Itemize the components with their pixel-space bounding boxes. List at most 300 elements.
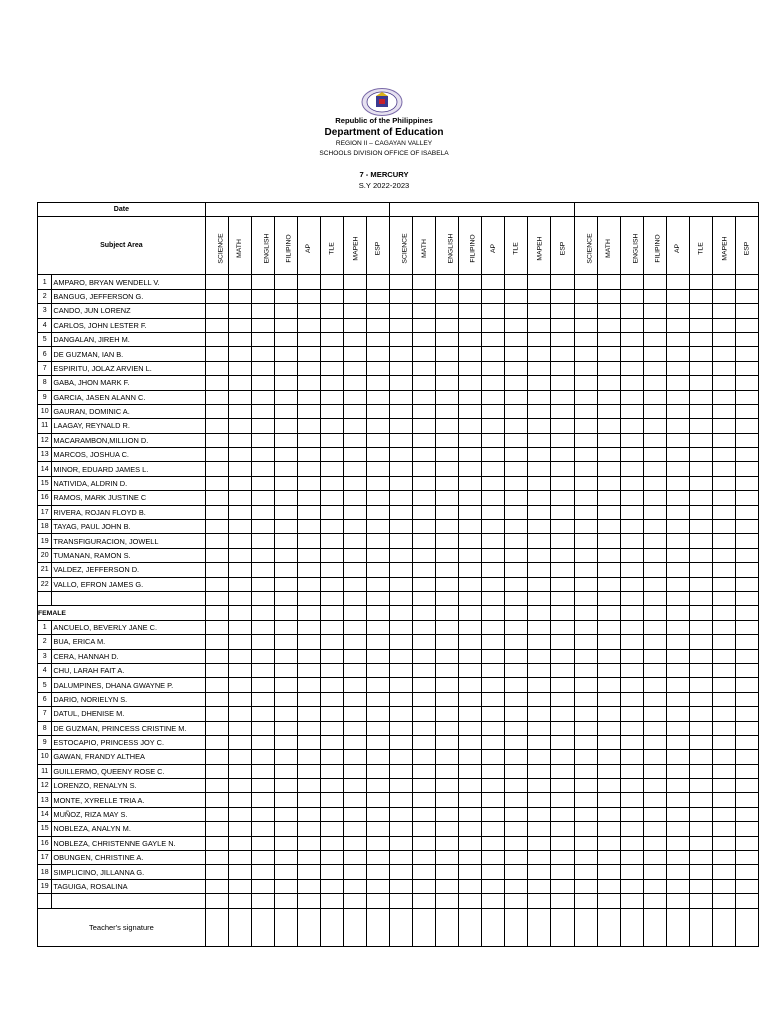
mark-cell (689, 563, 712, 577)
mark-cell (228, 707, 251, 721)
mark-cell (620, 390, 643, 404)
mark-cell (321, 692, 344, 706)
mark-cell (390, 304, 413, 318)
mark-cell (251, 376, 274, 390)
mark-cell (297, 635, 320, 649)
mark-cell (297, 764, 320, 778)
mark-cell (643, 275, 666, 289)
teacher-signature-label: Teacher's signature (38, 908, 206, 946)
mark-cell (459, 735, 482, 749)
mark-cell (620, 332, 643, 346)
mark-cell (620, 304, 643, 318)
mark-cell (344, 894, 367, 908)
mark-cell (274, 476, 297, 490)
subject-header (297, 217, 320, 275)
subject-header (620, 217, 643, 275)
mark-cell (643, 606, 666, 620)
mark-cell (274, 332, 297, 346)
mark-cell (620, 476, 643, 490)
mark-cell (321, 376, 344, 390)
mark-cell (666, 433, 689, 447)
mark-cell (344, 376, 367, 390)
mark-cell (597, 750, 620, 764)
mark-cell (505, 491, 528, 505)
mark-cell (666, 678, 689, 692)
mark-cell (620, 563, 643, 577)
mark-cell (205, 894, 228, 908)
mark-cell (205, 548, 228, 562)
mark-cell (321, 750, 344, 764)
mark-cell (551, 750, 574, 764)
mark-cell (712, 390, 735, 404)
mark-cell (228, 520, 251, 534)
mark-cell (321, 807, 344, 821)
subject-header (321, 217, 344, 275)
mark-cell (367, 361, 390, 375)
region-name: REGION II – CAGAYAN VALLEY (335, 140, 433, 147)
student-number: 18 (38, 520, 52, 534)
mark-cell (413, 865, 436, 879)
mark-cell (297, 376, 320, 390)
mark-cell (666, 505, 689, 519)
mark-cell (367, 635, 390, 649)
mark-cell (620, 692, 643, 706)
mark-cell (597, 376, 620, 390)
mark-cell (459, 318, 482, 332)
mark-cell (413, 793, 436, 807)
mark-cell (297, 663, 320, 677)
mark-cell (597, 577, 620, 591)
student-name: GAWAN, FRANDY ALTHEA (52, 750, 205, 764)
subject-label: TLE (512, 242, 520, 255)
mark-cell (712, 707, 735, 721)
signature-cell (321, 908, 344, 946)
mark-cell (390, 548, 413, 562)
mark-cell (297, 476, 320, 490)
mark-cell (689, 663, 712, 677)
mark-cell (551, 606, 574, 620)
mark-cell (620, 433, 643, 447)
mark-cell (344, 390, 367, 404)
mark-cell (735, 275, 758, 289)
student-name: ESPIRITU, JOLAZ ARVIEN L. (52, 361, 205, 375)
student-name: TAYAG, PAUL JOHN B. (52, 520, 205, 534)
mark-cell (297, 721, 320, 735)
mark-cell (459, 865, 482, 879)
blank-cell (38, 591, 52, 605)
mark-cell (666, 649, 689, 663)
student-name: GAURAN, DOMINIC A. (52, 404, 205, 418)
mark-cell (228, 865, 251, 879)
mark-cell (689, 275, 712, 289)
student-row (38, 807, 759, 821)
mark-cell (228, 793, 251, 807)
mark-cell (251, 807, 274, 821)
mark-cell (597, 620, 620, 634)
mark-cell (551, 505, 574, 519)
mark-cell (459, 332, 482, 346)
mark-cell (528, 620, 551, 634)
mark-cell (689, 390, 712, 404)
mark-cell (643, 635, 666, 649)
student-name: DATUL, DHENISE M. (52, 707, 205, 721)
mark-cell (297, 807, 320, 821)
mark-cell (251, 563, 274, 577)
mark-cell (620, 779, 643, 793)
mark-cell (666, 663, 689, 677)
mark-cell (528, 577, 551, 591)
subject-label: MATH (236, 239, 244, 258)
mark-cell (297, 275, 320, 289)
mark-cell (505, 678, 528, 692)
mark-cell (666, 390, 689, 404)
mark-cell (735, 390, 758, 404)
mark-cell (643, 721, 666, 735)
mark-cell (712, 289, 735, 303)
mark-cell (528, 347, 551, 361)
subject-label: MATH (605, 239, 613, 258)
mark-cell (712, 750, 735, 764)
mark-cell (367, 735, 390, 749)
mark-cell (436, 505, 459, 519)
signature-cell (712, 908, 735, 946)
student-row (38, 433, 759, 447)
mark-cell (735, 692, 758, 706)
student-name: DALUMPINES, DHANA GWAYNE P. (52, 678, 205, 692)
mark-cell (574, 822, 597, 836)
mark-cell (620, 361, 643, 375)
mark-cell (574, 851, 597, 865)
mark-cell (228, 505, 251, 519)
mark-cell (482, 836, 505, 850)
subject-label: FILIPINO (654, 234, 662, 263)
mark-cell (228, 404, 251, 418)
mark-cell (436, 347, 459, 361)
student-number: 19 (38, 879, 52, 893)
mark-cell (321, 577, 344, 591)
mark-cell (551, 390, 574, 404)
mark-cell (459, 577, 482, 591)
mark-cell (551, 548, 574, 562)
signature-cell (574, 908, 597, 946)
mark-cell (735, 879, 758, 893)
mark-cell (551, 476, 574, 490)
mark-cell (459, 620, 482, 634)
mark-cell (551, 894, 574, 908)
mark-cell (528, 836, 551, 850)
mark-cell (413, 304, 436, 318)
mark-cell (551, 663, 574, 677)
mark-cell (436, 318, 459, 332)
mark-cell (390, 635, 413, 649)
mark-cell (344, 520, 367, 534)
mark-cell (574, 692, 597, 706)
mark-cell (528, 476, 551, 490)
mark-cell (367, 851, 390, 865)
mark-cell (321, 520, 344, 534)
mark-cell (297, 520, 320, 534)
student-number: 16 (38, 836, 52, 850)
mark-cell (528, 807, 551, 821)
mark-cell (643, 822, 666, 836)
mark-cell (597, 419, 620, 433)
mark-cell (735, 779, 758, 793)
mark-cell (620, 851, 643, 865)
mark-cell (297, 606, 320, 620)
student-name: BUA, ERICA M. (52, 635, 205, 649)
mark-cell (459, 663, 482, 677)
mark-cell (436, 764, 459, 778)
mark-cell (551, 361, 574, 375)
mark-cell (413, 879, 436, 893)
student-row (38, 735, 759, 749)
deped-seal-icon (361, 88, 403, 116)
mark-cell (251, 419, 274, 433)
student-row (38, 318, 759, 332)
mark-cell (620, 663, 643, 677)
mark-cell (551, 318, 574, 332)
mark-cell (505, 376, 528, 390)
mark-cell (551, 275, 574, 289)
mark-cell (321, 620, 344, 634)
mark-cell (551, 836, 574, 850)
mark-cell (205, 620, 228, 634)
mark-cell (574, 620, 597, 634)
student-row (38, 577, 759, 591)
mark-cell (482, 376, 505, 390)
mark-cell (413, 332, 436, 346)
mark-cell (666, 289, 689, 303)
mark-cell (205, 390, 228, 404)
mark-cell (228, 779, 251, 793)
mark-cell (597, 894, 620, 908)
mark-cell (620, 764, 643, 778)
mark-cell (666, 577, 689, 591)
mark-cell (413, 635, 436, 649)
mark-cell (482, 865, 505, 879)
mark-cell (413, 534, 436, 548)
mark-cell (735, 635, 758, 649)
mark-cell (459, 764, 482, 778)
mark-cell (205, 347, 228, 361)
mark-cell (228, 361, 251, 375)
mark-cell (228, 462, 251, 476)
mark-cell (459, 563, 482, 577)
mark-cell (689, 735, 712, 749)
subject-label: AP (674, 243, 682, 253)
mark-cell (205, 448, 228, 462)
mark-cell (390, 433, 413, 447)
student-row (38, 376, 759, 390)
mark-cell (321, 663, 344, 677)
mark-cell (643, 807, 666, 821)
student-number: 12 (38, 779, 52, 793)
mark-cell (297, 548, 320, 562)
mark-cell (251, 548, 274, 562)
subject-label: ESP (374, 241, 382, 256)
mark-cell (344, 707, 367, 721)
mark-cell (505, 404, 528, 418)
mark-cell (551, 347, 574, 361)
mark-cell (505, 836, 528, 850)
mark-cell (505, 577, 528, 591)
mark-cell (597, 721, 620, 735)
mark-cell (436, 822, 459, 836)
subject-header (344, 217, 367, 275)
mark-cell (390, 822, 413, 836)
mark-cell (597, 404, 620, 418)
mark-cell (367, 649, 390, 663)
mark-cell (505, 649, 528, 663)
mark-cell (321, 419, 344, 433)
mark-cell (436, 707, 459, 721)
mark-cell (413, 836, 436, 850)
signature-cell (367, 908, 390, 946)
student-name: CHU, LARAH FAIT A. (52, 663, 205, 677)
mark-cell (712, 764, 735, 778)
mark-cell (297, 692, 320, 706)
mark-cell (436, 865, 459, 879)
mark-cell (459, 361, 482, 375)
mark-cell (228, 275, 251, 289)
mark-cell (390, 692, 413, 706)
mark-cell (459, 347, 482, 361)
mark-cell (297, 289, 320, 303)
student-row (38, 448, 759, 462)
mark-cell (228, 433, 251, 447)
student-name: MARCOS, JOSHUA C. (52, 448, 205, 462)
mark-cell (228, 390, 251, 404)
subject-header (482, 217, 505, 275)
mark-cell (251, 534, 274, 548)
subject-label: AP (305, 243, 313, 253)
mark-cell (297, 577, 320, 591)
mark-cell (643, 851, 666, 865)
mark-cell (344, 577, 367, 591)
mark-cell (459, 390, 482, 404)
mark-cell (735, 620, 758, 634)
mark-cell (413, 649, 436, 663)
mark-cell (597, 663, 620, 677)
mark-cell (205, 779, 228, 793)
mark-cell (505, 332, 528, 346)
student-number: 6 (38, 347, 52, 361)
mark-cell (205, 649, 228, 663)
mark-cell (459, 534, 482, 548)
mark-cell (666, 534, 689, 548)
mark-cell (390, 649, 413, 663)
mark-cell (551, 879, 574, 893)
mark-cell (459, 433, 482, 447)
mark-cell (274, 692, 297, 706)
mark-cell (297, 462, 320, 476)
mark-cell (505, 390, 528, 404)
mark-cell (228, 649, 251, 663)
mark-cell (413, 505, 436, 519)
mark-cell (459, 548, 482, 562)
mark-cell (551, 764, 574, 778)
subject-header (689, 217, 712, 275)
mark-cell (344, 361, 367, 375)
mark-cell (390, 275, 413, 289)
mark-cell (712, 851, 735, 865)
mark-cell (735, 419, 758, 433)
mark-cell (205, 807, 228, 821)
mark-cell (297, 318, 320, 332)
mark-cell (297, 879, 320, 893)
mark-cell (436, 577, 459, 591)
mark-cell (413, 851, 436, 865)
student-row (38, 347, 759, 361)
mark-cell (321, 548, 344, 562)
mark-cell (367, 448, 390, 462)
mark-cell (643, 591, 666, 605)
subject-label: ESP (743, 241, 751, 256)
mark-cell (413, 404, 436, 418)
mark-cell (274, 649, 297, 663)
mark-cell (344, 606, 367, 620)
mark-cell (344, 462, 367, 476)
student-number: 17 (38, 505, 52, 519)
signature-cell (228, 908, 251, 946)
mark-cell (643, 376, 666, 390)
mark-cell (735, 462, 758, 476)
student-name: NOBLEZA, ANALYN M. (52, 822, 205, 836)
mark-cell (413, 620, 436, 634)
student-row (38, 764, 759, 778)
mark-cell (620, 404, 643, 418)
mark-cell (205, 865, 228, 879)
mark-cell (390, 865, 413, 879)
mark-cell (505, 476, 528, 490)
mark-cell (459, 649, 482, 663)
student-number: 3 (38, 649, 52, 663)
mark-cell (367, 879, 390, 893)
mark-cell (297, 390, 320, 404)
mark-cell (620, 879, 643, 893)
mark-cell (735, 764, 758, 778)
mark-cell (574, 591, 597, 605)
student-name: MONTE, XYRELLE TRIA A. (52, 793, 205, 807)
mark-cell (228, 721, 251, 735)
mark-cell (735, 865, 758, 879)
division-name: SCHOOLS DIVISION OFFICE OF ISABELA (319, 150, 449, 157)
mark-cell (436, 332, 459, 346)
mark-cell (390, 347, 413, 361)
subject-label: FILIPINO (285, 234, 293, 263)
mark-cell (413, 563, 436, 577)
mark-cell (597, 678, 620, 692)
mark-cell (251, 721, 274, 735)
mark-cell (274, 289, 297, 303)
mark-cell (735, 707, 758, 721)
mark-cell (228, 692, 251, 706)
student-row (38, 678, 759, 692)
mark-cell (205, 476, 228, 490)
mark-cell (620, 347, 643, 361)
mark-cell (689, 332, 712, 346)
mark-cell (735, 304, 758, 318)
mark-cell (459, 462, 482, 476)
mark-cell (482, 779, 505, 793)
mark-cell (459, 289, 482, 303)
mark-cell (436, 563, 459, 577)
student-row (38, 548, 759, 562)
mark-cell (551, 721, 574, 735)
mark-cell (620, 448, 643, 462)
subject-header (228, 217, 251, 275)
mark-cell (344, 678, 367, 692)
